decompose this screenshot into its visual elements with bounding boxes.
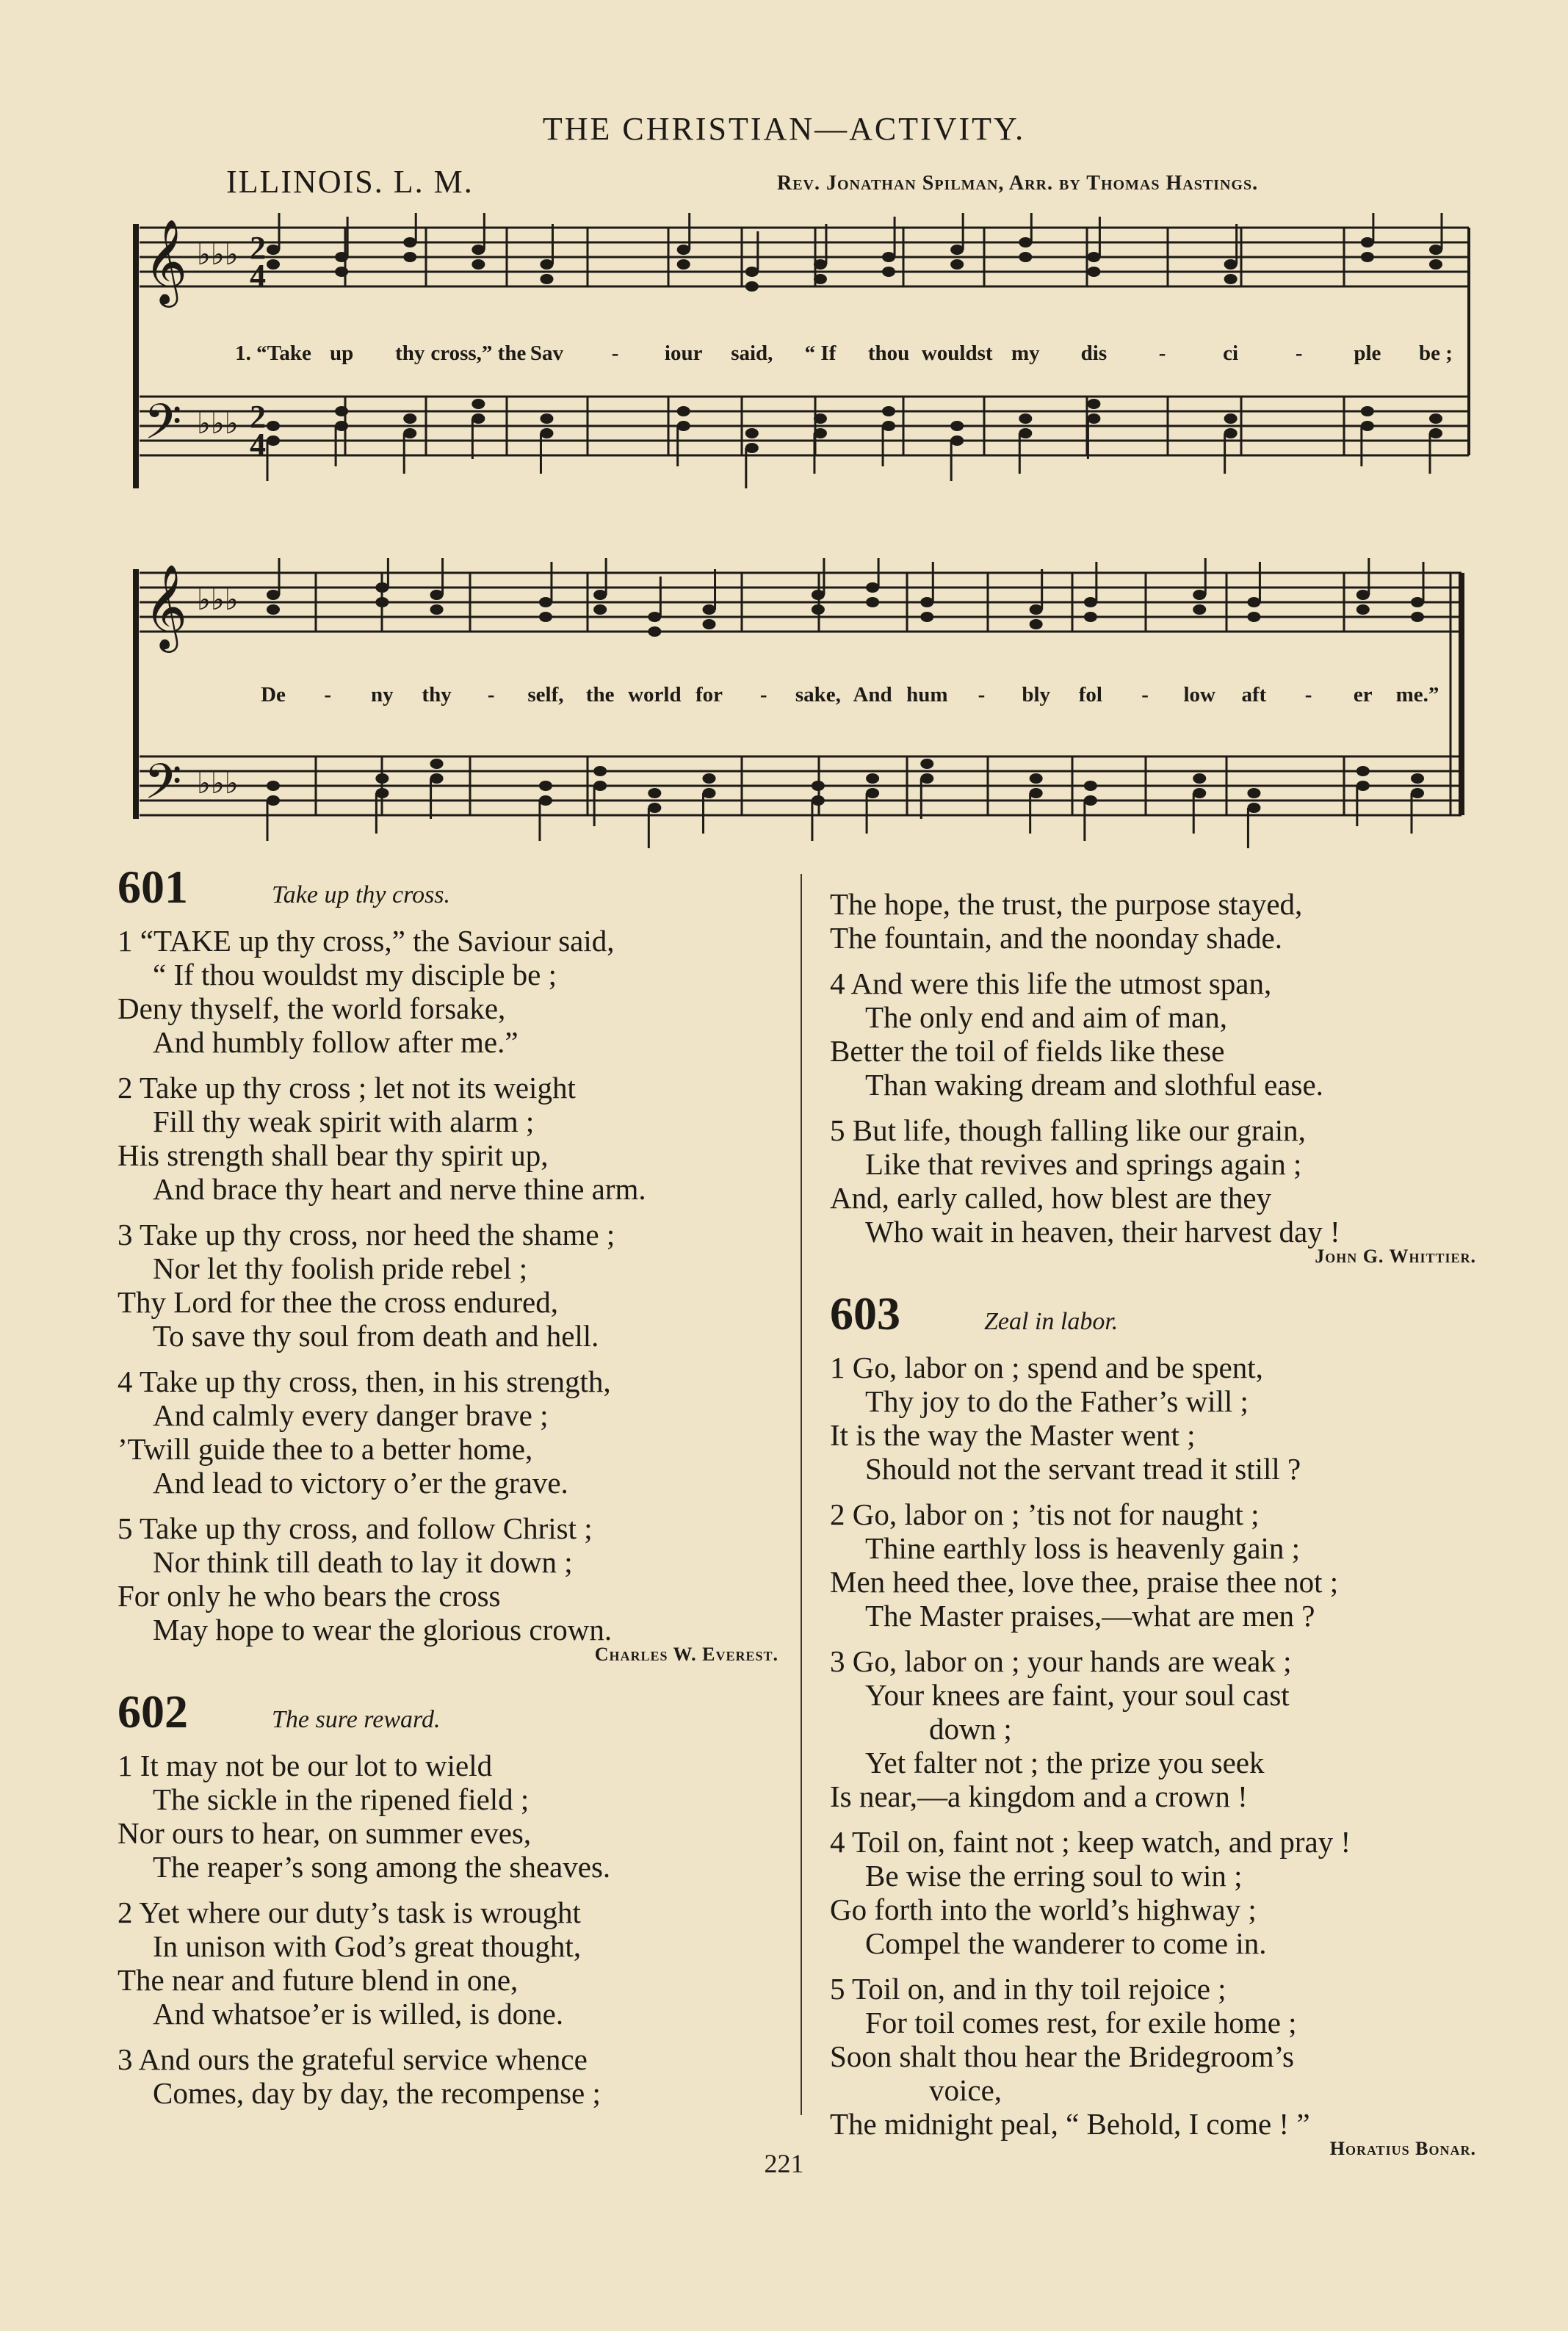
note-head (920, 597, 933, 607)
lyric-syllable: my (1011, 341, 1040, 365)
note-head (814, 259, 827, 270)
lyric-syllable: thy (395, 341, 425, 365)
stanza (830, 1351, 1476, 1486)
hymn-author: Horatius Bonar. (1329, 2138, 1476, 2159)
note-head (1087, 399, 1100, 409)
verse-line: 2 Go, labor on ; ’tis not for naught ; (830, 1497, 1260, 1531)
verse-line: Nor ours to hear, on summer eves, (118, 1816, 532, 1850)
verse-line: Your knees are faint, your soul cast (865, 1678, 1290, 1712)
verse-line: For only he who bears the cross (118, 1579, 501, 1613)
hymn-number: 603 (830, 1287, 900, 1340)
note-head (920, 759, 933, 769)
verse-line: Comes, day by day, the recompense ; (153, 2076, 601, 2110)
lyric-syllable: And (853, 683, 892, 706)
note-head (472, 399, 485, 409)
note-head (540, 428, 553, 438)
note-head (920, 773, 933, 784)
bass-clef-icon: 𝄢 (144, 753, 182, 822)
time-signature: 2 (250, 399, 266, 435)
verse-line: 2 Take up thy cross ; let not its weight (118, 1071, 576, 1105)
note-head (648, 788, 661, 798)
lyric-syllable: cross,” the (430, 341, 527, 365)
note-head (375, 582, 389, 593)
note-head (1224, 413, 1238, 424)
note-head (648, 626, 661, 637)
verse-line: And lead to victory o’er the grave. (153, 1466, 568, 1500)
note-head (866, 582, 879, 593)
verse-line: Fill thy weak spirit with alarm ; (153, 1105, 535, 1138)
note-head (267, 245, 280, 255)
note-head (1411, 612, 1424, 622)
note-head (1247, 597, 1260, 607)
lyric-syllable: ple (1354, 341, 1381, 365)
note-head (1030, 788, 1043, 798)
flats-icon: ♭♭♭ (197, 767, 239, 801)
note-head (1084, 781, 1097, 791)
verse-line: 3 And ours the grateful service whence (118, 2042, 588, 2076)
note-head (745, 281, 759, 292)
stanza (118, 1218, 778, 1353)
verse-line: Go forth into the world’s highway ; (830, 1893, 1257, 1926)
note-head (1247, 612, 1260, 622)
verse-line: Soon shalt thou hear the Bridegroom’s (830, 2039, 1294, 2073)
verse-line: 4 And were this life the utmost span, (830, 966, 1272, 1000)
verse-line: Is near,—a kingdom and a crown ! (830, 1779, 1248, 1813)
lyric-syllable: ci (1223, 341, 1239, 365)
verse-line: 2 Yet where our duty’s task is wrought (118, 1895, 581, 1929)
spacer (118, 1666, 778, 1695)
note-head (375, 597, 389, 607)
note-head (593, 781, 607, 791)
verse-line: Nor let thy foolish pride rebel ; (153, 1251, 528, 1285)
verse-line: “ If thou wouldst my disciple be ; (153, 958, 557, 991)
note-head (1019, 252, 1032, 262)
note-head (1411, 773, 1424, 784)
note-head (1087, 413, 1100, 424)
stanza (118, 1895, 778, 2031)
lyric-syllable: up (329, 341, 354, 365)
verse-line: 1 It may not be our lot to wield (118, 1749, 493, 1782)
note-head (1030, 619, 1043, 629)
note-head (1193, 604, 1206, 615)
note-head (539, 795, 552, 806)
note-head (430, 590, 444, 600)
verse-line: Than waking dream and slothful ease. (865, 1068, 1323, 1102)
note-head (1411, 597, 1424, 607)
verse-line: It is the way the Master went ; (830, 1418, 1196, 1452)
lyric-syllable: - (611, 341, 619, 365)
verse-line: Better the toil of fields like these (830, 1034, 1225, 1068)
lyrics-line-2 (261, 683, 1439, 706)
note-head (1030, 773, 1043, 784)
note-head (403, 428, 416, 438)
lyric-syllable: - (487, 683, 495, 706)
note-head (866, 773, 879, 784)
verse-line: Deny thyself, the world forsake, (118, 991, 506, 1025)
note-head (430, 759, 444, 769)
verse-line: And calmly every danger brave ; (153, 1398, 549, 1432)
verse-line: Thine earthly loss is heavenly gain ; (865, 1531, 1301, 1565)
lyric-syllable: ny (371, 683, 394, 706)
note-head (403, 252, 416, 262)
verse-line: 4 Take up thy cross, then, in his strength, (118, 1365, 611, 1398)
verse-line: For toil comes rest, for exile home ; (865, 2006, 1297, 2039)
note-head (403, 413, 416, 424)
lyric-syllable: the (585, 683, 615, 706)
note-head (1361, 421, 1374, 431)
note-head (593, 590, 607, 600)
note-head (335, 252, 348, 262)
note-head (1019, 413, 1032, 424)
note-head (677, 406, 690, 416)
lyric-syllable: be ; (1419, 341, 1453, 365)
note-head (812, 590, 825, 600)
note-head (1193, 590, 1206, 600)
note-head (677, 245, 690, 255)
verse-line: ’Twill guide thee to a better home, (118, 1432, 533, 1466)
lyric-syllable: - (978, 683, 986, 706)
lyric-syllable: for (696, 683, 723, 706)
verse-line: Nor think till death to lay it down ; (153, 1545, 573, 1579)
note-head (814, 274, 827, 284)
right-column (830, 887, 1476, 2160)
lyric-syllable: - (1295, 341, 1303, 365)
verse-line: To save thy soul from death and hell. (153, 1319, 599, 1353)
note-head (1224, 428, 1238, 438)
note-head (1019, 237, 1032, 247)
note-head (1429, 413, 1442, 424)
note-head (1247, 788, 1260, 798)
note-head (814, 428, 827, 438)
lyric-syllable: “ If (804, 341, 837, 365)
verse-line: Compel the wanderer to come in. (865, 1926, 1267, 1960)
note-head (703, 604, 716, 615)
verse-line: In unison with God’s great thought, (153, 1929, 582, 1963)
lyric-syllable: - (759, 683, 767, 706)
note-head (1019, 428, 1032, 438)
note-head (539, 597, 552, 607)
verse-line: The reaper’s song among the sheaves. (153, 1850, 611, 1884)
verse-line: Who wait in heaven, their harvest day ! (865, 1215, 1340, 1248)
note-head (812, 604, 825, 615)
hymn-author: Charles W. Everest. (594, 1644, 778, 1665)
lyric-syllable: bly (1022, 683, 1051, 706)
hymn-number: 602 (118, 1685, 188, 1738)
time-signature: 2 (250, 230, 266, 266)
note-head (403, 237, 416, 247)
note-head (267, 781, 280, 791)
verse-line: Be wise the erring soul to win ; (865, 1859, 1243, 1893)
note-head (540, 413, 553, 424)
hymn-number: 601 (118, 861, 188, 913)
note-head (430, 773, 444, 784)
verse-line: 5 But life, though falling like our grain, (830, 1113, 1306, 1147)
stanza (118, 924, 778, 1059)
music-system-2 (0, 558, 1568, 867)
note-head (540, 259, 553, 270)
hymn-title: Take up thy cross. (272, 881, 451, 908)
note-head (1247, 803, 1260, 813)
note-head (472, 259, 485, 270)
verse-line: Should not the servant tread it still ? (865, 1452, 1301, 1486)
treble-staff-2 (140, 573, 1462, 632)
note-head (1224, 259, 1238, 270)
lyric-syllable: - (324, 683, 332, 706)
verse-line: And brace thy heart and nerve thine arm. (153, 1172, 646, 1206)
note-head (1356, 590, 1370, 600)
note-head (267, 795, 280, 806)
stanza (118, 1365, 778, 1500)
note-head (1429, 259, 1442, 270)
hymn-title: Zeal in labor. (984, 1308, 1119, 1335)
note-head (703, 773, 716, 784)
verse-line: Men heed thee, love thee, praise thee not ; (830, 1565, 1339, 1599)
note-head (648, 612, 661, 622)
verse-line: 4 Toil on, faint not ; keep watch, and pray ! (830, 1825, 1351, 1859)
note-head (814, 413, 827, 424)
stanza (118, 1749, 778, 1884)
verse-line: 1 “TAKE up thy cross,” the Saviour said, (118, 924, 615, 958)
treble-clef-icon: 𝄞 (144, 218, 188, 304)
bass-staff-2 (140, 756, 1462, 815)
lyric-syllable: Sav (530, 341, 564, 365)
stanza (830, 1644, 1476, 1813)
stanza-continued (830, 887, 1476, 955)
note-head (703, 619, 716, 629)
stanza (118, 1511, 778, 1647)
note-head (1193, 788, 1206, 798)
page-header: THE CHRISTIAN—ACTIVITY. (542, 111, 1026, 147)
note-head (1224, 274, 1238, 284)
stanza (118, 1071, 778, 1206)
lyric-syllable: 1. “Take (235, 341, 311, 365)
note-head (866, 788, 879, 798)
note-head (812, 795, 825, 806)
note-head (648, 803, 661, 813)
lyric-syllable: wouldst (921, 341, 993, 365)
verse-line: The Master praises,—what are men ? (865, 1599, 1315, 1633)
verse-line: Yet falter not ; the prize you seek (865, 1746, 1265, 1779)
verse-line: Like that revives and springs again ; (865, 1147, 1302, 1181)
lyric-syllable: fol (1078, 683, 1102, 706)
lyric-syllable: world (628, 683, 682, 706)
note-head (1356, 781, 1370, 791)
note-head (920, 612, 933, 622)
lyric-syllable: aft (1241, 683, 1267, 706)
time-signature: 4 (250, 258, 266, 294)
stanza (830, 1113, 1476, 1248)
verse-line: And whatsoe’er is willed, is done. (153, 1997, 564, 2031)
note-head (267, 259, 280, 270)
note-head (335, 406, 348, 416)
note-head (745, 443, 759, 453)
note-head (1361, 252, 1374, 262)
verse-line: Thy joy to do the Father’s will ; (865, 1384, 1249, 1418)
treble-clef-icon: 𝄞 (144, 563, 188, 649)
note-head (950, 436, 964, 446)
tune-name: ILLINOIS. L. M. (226, 164, 474, 200)
lyric-syllable: hum (906, 683, 948, 706)
note-head (1361, 237, 1374, 247)
note-head (703, 788, 716, 798)
flats-icon: ♭♭♭ (197, 407, 239, 441)
note-head (430, 604, 444, 615)
note-head (593, 766, 607, 776)
note-head (1361, 406, 1374, 416)
note-head (335, 267, 348, 277)
hymn-header (118, 1685, 778, 1738)
verse-line: And humbly follow after me.” (153, 1025, 519, 1059)
note-head (267, 436, 280, 446)
note-head (1429, 245, 1442, 255)
note-head (882, 406, 895, 416)
lyric-syllable: - (1141, 683, 1149, 706)
note-head (267, 421, 280, 431)
lyric-syllable: sake, (795, 683, 841, 706)
verse-line: 3 Go, labor on ; your hands are weak ; (830, 1644, 1292, 1678)
note-head (267, 604, 280, 615)
note-head (1356, 604, 1370, 615)
verse-line: The midnight peal, “ Behold, I come ! ” (830, 2107, 1310, 2141)
time-signature: 4 (250, 427, 266, 463)
lyric-syllable: low (1183, 683, 1215, 706)
lyric-syllable: - (1304, 683, 1312, 706)
bass-clef-icon: 𝄢 (144, 394, 182, 462)
note-head (745, 428, 759, 438)
note-head (1030, 604, 1043, 615)
lyric-syllable: me.” (1395, 683, 1439, 706)
note-head (677, 421, 690, 431)
lyric-syllable: thou (867, 341, 910, 365)
verse-line: The near and future blend in one, (118, 1963, 519, 1997)
note-head (1411, 788, 1424, 798)
note-head (1429, 428, 1442, 438)
stanza (830, 966, 1476, 1102)
stanza (830, 1825, 1476, 1960)
lyric-syllable: er (1353, 683, 1373, 706)
lyric-syllable: - (1158, 341, 1166, 365)
lyric-syllable: self, (527, 683, 564, 706)
note-head (1084, 597, 1097, 607)
note-head (1087, 267, 1100, 277)
verse-line: 5 Toil on, and in thy toil rejoice ; (830, 1972, 1226, 2006)
lyric-syllable: De (261, 683, 286, 706)
note-head (540, 274, 553, 284)
note-head (267, 590, 280, 600)
stanza (830, 1972, 1476, 2141)
note-head (593, 604, 607, 615)
lyric-syllable: thy (422, 683, 452, 706)
verse-line: voice, (929, 2073, 1002, 2107)
verse-line: The sickle in the ripened field ; (153, 1782, 530, 1816)
note-head (375, 788, 389, 798)
note-head (950, 259, 964, 270)
hymn-author: John G. Whittier. (1315, 1246, 1476, 1267)
lyric-syllable: said, (731, 341, 773, 365)
note-head (882, 252, 895, 262)
note-head (1356, 766, 1370, 776)
note-head (950, 245, 964, 255)
left-column (118, 861, 778, 2110)
hymn-header (118, 861, 778, 913)
composer-credit: Rev. Jonathan Spilman, Arr. by Thomas Hastings. (777, 172, 1259, 195)
note-head (375, 773, 389, 784)
note-head (745, 267, 759, 277)
verse-line: May hope to wear the glorious crown. (153, 1613, 613, 1647)
note-head (1084, 612, 1097, 622)
page-number: 221 (764, 2149, 804, 2178)
note-head (882, 267, 895, 277)
verse-line: Thy Lord for thee the cross endured, (118, 1285, 558, 1319)
note-head (882, 421, 895, 431)
note-head (335, 421, 348, 431)
stanza (118, 2042, 778, 2110)
stanza (830, 1497, 1476, 1633)
music-system-1 (0, 213, 1568, 521)
verse-line: The hope, the trust, the purpose stayed, (830, 887, 1303, 921)
note-head (472, 245, 485, 255)
flats-icon: ♭♭♭ (197, 238, 239, 272)
lyrics-line-1 (235, 341, 1453, 365)
note-head (950, 421, 964, 431)
note-head (472, 413, 485, 424)
note-head (677, 259, 690, 270)
lyric-syllable: iour (664, 341, 703, 365)
column-divider (801, 874, 802, 2115)
hymn-title: The sure reward. (272, 1706, 441, 1733)
spacer (830, 1268, 1476, 1297)
note-head (866, 597, 879, 607)
note-head (1087, 252, 1100, 262)
verse-line: And, early called, how blest are they (830, 1181, 1272, 1215)
verse-line: 5 Take up thy cross, and follow Christ ; (118, 1511, 593, 1545)
verse-line: The fountain, and the noonday shade. (830, 921, 1282, 955)
flats-icon: ♭♭♭ (197, 583, 239, 617)
hymn-header (830, 1287, 1476, 1340)
note-head (812, 781, 825, 791)
verse-line: 1 Go, labor on ; spend and be spent, (830, 1351, 1263, 1384)
verse-line: His strength shall bear thy spirit up, (118, 1138, 549, 1172)
verse-line: The only end and aim of man, (865, 1000, 1228, 1034)
note-head (539, 612, 552, 622)
note-head (1193, 773, 1206, 784)
lyric-syllable: dis (1080, 341, 1108, 365)
note-head (1084, 795, 1097, 806)
note-head (539, 781, 552, 791)
verse-line: down ; (929, 1712, 1012, 1746)
verse-line: 3 Take up thy cross, nor heed the shame ; (118, 1218, 615, 1251)
